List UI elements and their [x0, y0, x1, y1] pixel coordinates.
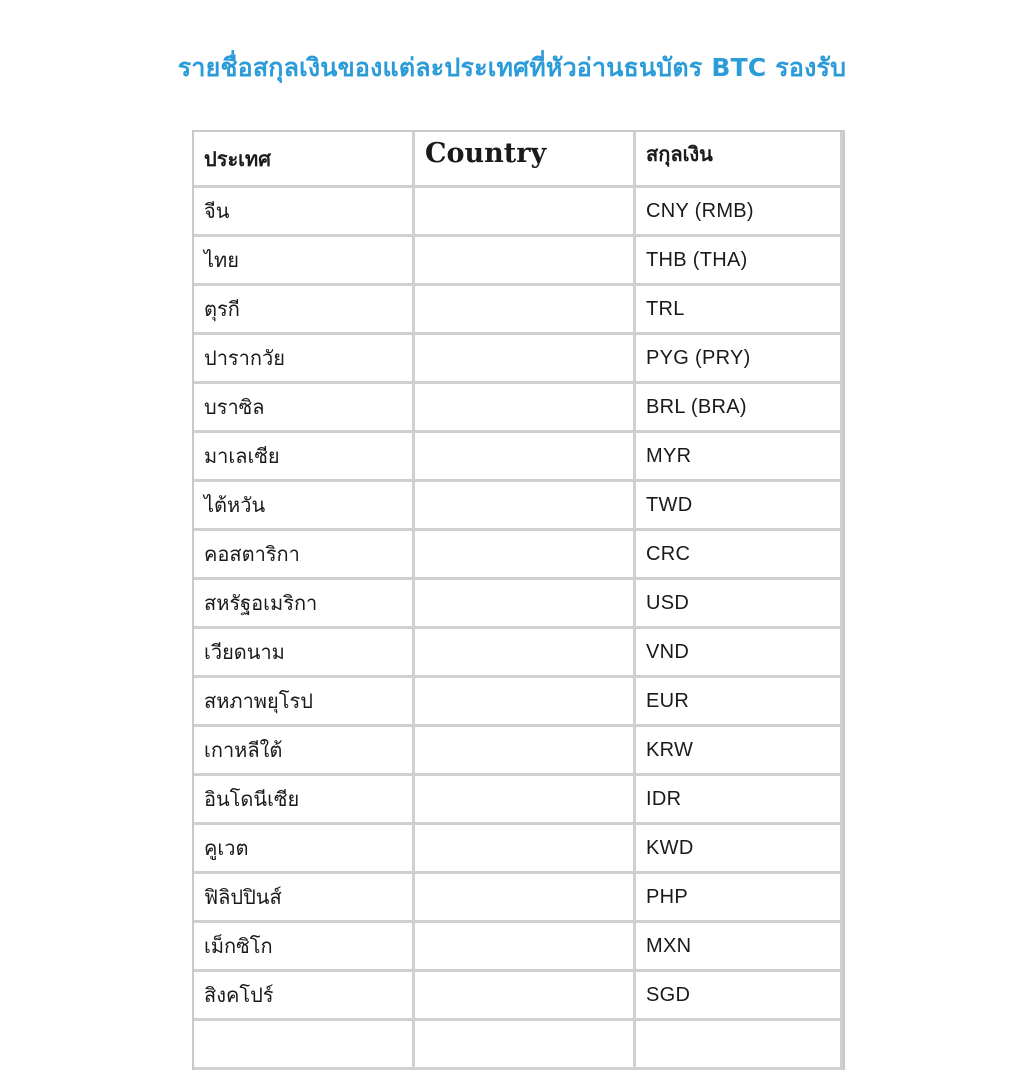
- country-english-cell: [415, 776, 636, 825]
- country-english-cell: [415, 433, 636, 482]
- country-cell: สหภาพยุโรป: [194, 678, 415, 727]
- table-row: [194, 531, 843, 580]
- table-row: [194, 629, 843, 678]
- currency-cell: MXN: [636, 923, 843, 972]
- country-cell: สหรัฐอเมริกา: [194, 580, 415, 629]
- table-row: [194, 727, 843, 776]
- country-english-cell: [415, 1021, 636, 1070]
- country-english-cell: [415, 825, 636, 874]
- currency-cell: PHP: [636, 874, 843, 923]
- country-cell: สิงคโปร์: [194, 972, 415, 1021]
- country-english-cell: [415, 972, 636, 1021]
- country-cell: มาเลเซีย: [194, 433, 415, 482]
- table-row: [194, 825, 843, 874]
- country-cell: คอสตาริกา: [194, 531, 415, 580]
- table-row: [194, 286, 843, 335]
- table-body: [194, 188, 843, 1070]
- table-row: [194, 482, 843, 531]
- country-cell: เกาหลีใต้: [194, 727, 415, 776]
- currency-cell: BRL (BRA): [636, 384, 843, 433]
- country-english-cell: [415, 678, 636, 727]
- table-row: [194, 776, 843, 825]
- currency-cell: KWD: [636, 825, 843, 874]
- header-currency: สกุลเงิน: [636, 132, 843, 188]
- country-cell: [194, 1021, 415, 1070]
- country-cell: ฟิลิปปินส์: [194, 874, 415, 923]
- country-cell: ไทย: [194, 237, 415, 286]
- country-english-cell: [415, 531, 636, 580]
- country-cell: อินโดนีเซีย: [194, 776, 415, 825]
- country-cell: คูเวต: [194, 825, 415, 874]
- currency-cell: IDR: [636, 776, 843, 825]
- currency-cell: MYR: [636, 433, 843, 482]
- currency-cell: THB (THA): [636, 237, 843, 286]
- currency-cell: SGD: [636, 972, 843, 1021]
- currency-table: [194, 132, 843, 1070]
- table-row: [194, 972, 843, 1021]
- country-english-cell: [415, 188, 636, 237]
- country-english-cell: [415, 384, 636, 433]
- currency-cell: KRW: [636, 727, 843, 776]
- country-english-cell: [415, 335, 636, 384]
- currency-cell: PYG (PRY): [636, 335, 843, 384]
- table-row: [194, 580, 843, 629]
- country-cell: จีน: [194, 188, 415, 237]
- country-english-cell: [415, 286, 636, 335]
- header-country-english: Country: [415, 132, 636, 188]
- currency-cell: CRC: [636, 531, 843, 580]
- currency-cell: TWD: [636, 482, 843, 531]
- currency-cell: CNY (RMB): [636, 188, 843, 237]
- country-english-cell: [415, 580, 636, 629]
- country-english-cell: [415, 482, 636, 531]
- table-row: [194, 923, 843, 972]
- header-country-thai: ประเทศ: [194, 132, 415, 188]
- table-row: [194, 1021, 843, 1070]
- country-cell: ไต้หวัน: [194, 482, 415, 531]
- currency-cell: USD: [636, 580, 843, 629]
- country-english-cell: [415, 874, 636, 923]
- country-cell: ตุรกี: [194, 286, 415, 335]
- currency-cell: VND: [636, 629, 843, 678]
- table-row: [194, 237, 843, 286]
- country-cell: เม็กซิโก: [194, 923, 415, 972]
- country-english-cell: [415, 923, 636, 972]
- currency-cell: [636, 1021, 843, 1070]
- country-cell: เวียดนาม: [194, 629, 415, 678]
- currency-cell: EUR: [636, 678, 843, 727]
- table-row: [194, 384, 843, 433]
- country-english-cell: [415, 727, 636, 776]
- country-cell: ปารากวัย: [194, 335, 415, 384]
- page-title: รายชื่อสกุลเงินของแต่ละประเทศที่หัวอ่านธนบัตร BTC รองรับ: [177, 53, 847, 82]
- table-row: [194, 335, 843, 384]
- currency-table-frame: [192, 130, 845, 1070]
- table-row: [194, 874, 843, 923]
- country-cell: บราซิล: [194, 384, 415, 433]
- table-row: [194, 678, 843, 727]
- country-english-cell: [415, 237, 636, 286]
- country-english-cell: [415, 629, 636, 678]
- table-row: [194, 188, 843, 237]
- table-row: [194, 433, 843, 482]
- table-header-row: [194, 132, 843, 188]
- currency-cell: TRL: [636, 286, 843, 335]
